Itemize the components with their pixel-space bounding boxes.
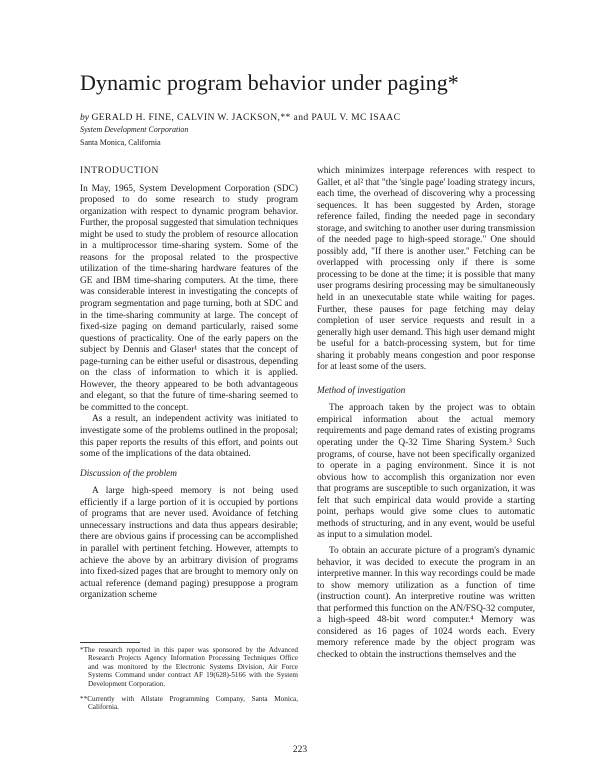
footnote-rule <box>80 642 140 643</box>
left-column <box>80 166 298 602</box>
paragraph-intro-2: As a result, an independent activity was initiated to investigate some of the problems outlined in the proposal; this paper reports the results of this effort, and points out some of the implications of the data obtained. <box>80 414 298 460</box>
authors: GERALD H. FINE, CALVIN W. JACKSON,** and PAUL V. MC ISAAC <box>91 112 401 123</box>
subsection-heading-method: Method of investigation <box>317 385 406 396</box>
affiliation: System Development Corporation <box>80 125 189 134</box>
footnote-sponsorship: *The research reported in this paper was sponsored by the Advanced Research Projects Agency Information Processing Techniques Office and was monitored by the Electronic Systems Division, Air Force Systems Command under contract AF 19(628)-5166 with the System Development Corporation. <box>80 646 298 688</box>
page-number: 223 <box>292 745 308 755</box>
footnote-affiliation: **Currently with Allstate Programming Company, Santa Monica, California. <box>80 695 298 712</box>
paragraph-method-1: The approach taken by the project was to obtain empirical information about the actual memory requirements and page demand rates of existing programs operating under the Q-32 Time Sharing System.³ Such programs, of course, have not been specifically organized to operate in a paging environment. Since it is not obvious how to accomplish this organization nor even that programs are susceptible to such organization, it was felt that such empirical data would provide a starting point, perhaps would give some clues to automatic methods of structuring, and in any event, would be useful as input to a simulation model. <box>317 403 535 541</box>
paragraph-method-2: To obtain an accurate picture of a program's dynamic behavior, it was decided to execute the program in an interpretive manner. In this way recordings could be made to show memory utilization as a function of time (instruction count). An interpretive routine was written that performed this function on the AN/FSQ-32 computer, a high-speed 48-bit word computer.⁴ Memory was considered as 16 pages of 1024 words each. Every memory reference made by the object program was checked to obtain the instructions themselves and the <box>317 545 535 660</box>
byline <box>80 112 400 123</box>
paper-title: Dynamic program behavior under paging* <box>80 70 459 95</box>
subsection-heading-discussion: Discussion of the problem <box>80 468 178 479</box>
paragraph-continuation: which minimizes interpage references with respect to Gallet, et al² that "the 'single page' loading strategy incurs, each time, the overhead of discovering why a processing sequences. It has been suggested by Arden, storage reference failed, finding the needed page in secondary storage, and switching to another user during transmission of the needed page to high-speed storage." One should possibly add, "If there is another user." Fetching can be overlapped with processing only if there is some processing to be done at the time; it is possible that many user programs desiring processing may be simultaneously held in an unexecutable state while waiting for pages. Further, these pauses for page fetching may delay completion of user service requests and result in a generally high user demand. This high user demand might be useful for a batch-processing system, but for time sharing it probably means congestion and poor response for at least some of the users. <box>317 166 535 373</box>
byline-by: by <box>80 112 90 123</box>
location: Santa Monica, California <box>80 138 161 147</box>
paragraph-discussion: A large high-speed memory is not being used efficiently if a large portion of it is occupied by portions of programs that are never used. Avoidance of fetching unnecessary instructions and data thus appears desirable; there are obvious gains if processing can be accomplished in parallel with pertinent fetching. However, attempts to achieve the above by an arbitrary division of programs into fixed-sized pages that are brought to memory only on actual reference (demand paging) presuppose a program organization scheme <box>80 486 298 601</box>
section-heading-introduction: INTRODUCTION <box>80 166 159 176</box>
paragraph-intro-1: In May, 1965, System Development Corporation (SDC) proposed to do some research to study program organization with respect to dynamic program behavior. Further, the proposal suggested that simulation techniques might be used to study the problem of resource allocation in a multiprocessor time-sharing system. Some of the reasons for the proposal related to the prospective utilization of the time-sharing hardware features of the GE and IBM time-sharing computers. At the time, there was considerable interest in investigating the concepts of program segmentation and page turning, both at SDC and in the time-sharing community at large. The concept of fixed-size paging on demand particularly, raised some questions of practicality. One of the early papers on the subject by Dennis and Glaser¹ states that the concept of page-turning can be either useful or disastrous, depending on the class of information to which it is applied. However, the theory appeared to be both advantageous and elegant, so that the future of time-sharing seemed to be committed to the concept. <box>80 183 298 413</box>
right-column <box>317 166 535 661</box>
